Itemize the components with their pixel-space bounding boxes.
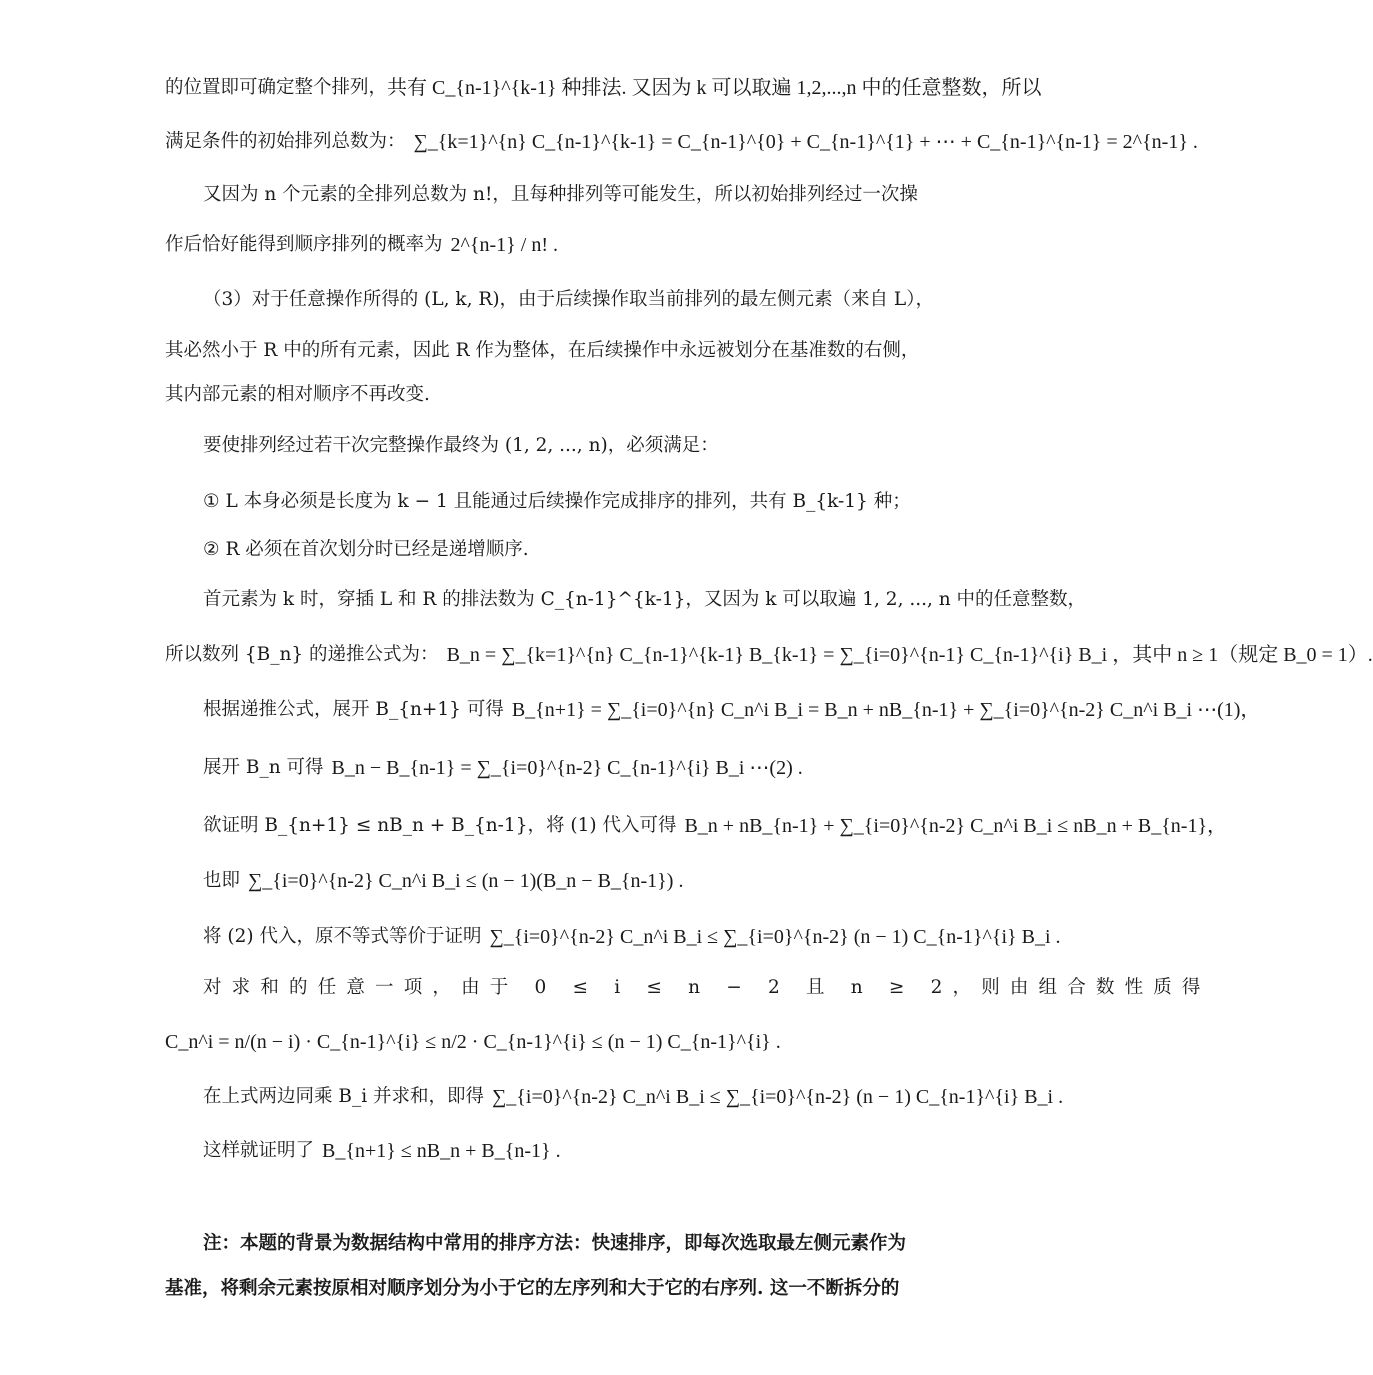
text-line-1: 的位置即可确定整个排列， 共有 C_{n-1}^{k-1} 种排法. 又因为 k 可以取遍 1,2,...,n 中的任意整数，所以: [165, 77, 1042, 99]
text-line-4: 作后恰好能得到顺序排列的概率为 2^{n-1} / n! .: [165, 234, 558, 256]
text-line-5: （3）对于任意操作所得的 (L, k, R)，由于后续操作取当前排列的最左侧元素（来自 L），: [203, 289, 934, 310]
text-line-13: 根据递推公式，展开 B_{n+1} 可得 B_{n+1} = ∑_{i=0}^{n} C_n^i B_i = B_n + nB_{n-1} + ∑_{i=0}^{n-2} C_n^i B_i ⋯(1)，: [203, 699, 1261, 721]
note-line-1: 注：本题的背景为数据结构中常用的排序方法：快速排序，即每次选取最左侧元素作为: [203, 1233, 907, 1254]
text-line-2: 满足条件的初始排列总数为： ∑_{k=1}^{n} C_{n-1}^{k-1} = C_{n-1}^{0} + C_{n-1}^{1} + ⋯ + C_{n-1}^{n-1} = 2^{n-1} .: [165, 131, 1198, 153]
text-line-11: 首元素为 k 时，穿插 L 和 R 的排法数为 C_{n-1}^{k-1}，又因为 k 可以取遍 1, 2, ..., n 中的任意整数，: [203, 589, 1087, 610]
text-line-6: 其必然小于 R 中的所有元素，因此 R 作为整体，在后续操作中永远被划分在基准数的右侧，: [165, 340, 920, 361]
text-line-12: 所以数列 {B_n} 的递推公式为： B_n = ∑_{k=1}^{n} C_{n-1}^{k-1} B_{k-1} = ∑_{i=0}^{n-1} C_{n-1}^{i} B_i ，其中 n ≥ 1（规定 B_0 = 1）.: [165, 644, 1373, 666]
text-line-3: 又因为 n 个元素的全排列总数为 n!，且每种排列等可能发生，所以初始排列经过一次操: [203, 184, 918, 205]
text-line-14: 展开 B_n 可得 B_n − B_{n-1} = ∑_{i=0}^{n-2} C_{n-1}^{i} B_i ⋯(2) .: [203, 757, 803, 779]
text-line-19: C_n^i = n/(n − i) · C_{n-1}^{i} ≤ n/2 · C_{n-1}^{i} ≤ (n − 1) C_{n-1}^{i} .: [165, 1031, 781, 1053]
text-line-16: 也即 ∑_{i=0}^{n-2} C_n^i B_i ≤ (n − 1)(B_n − B_{n-1}) .: [203, 870, 684, 892]
text-line-10: ② R 必须在首次划分时已经是递增顺序.: [203, 539, 529, 560]
text-line-15: 欲证明 B_{n+1} ≤ nB_n + B_{n-1}，将 (1) 代入可得 B_n + nB_{n-1} + ∑_{i=0}^{n-2} C_n^i B_i ≤ nB_n + B_{n-1}，: [203, 815, 1228, 837]
text-line-8: 要使排列经过若干次完整操作最终为 (1, 2, ..., n)，必须满足：: [203, 435, 719, 456]
text-line-21: 这样就证明了 B_{n+1} ≤ nB_n + B_{n-1} .: [203, 1140, 561, 1162]
text-line-9: ① L 本身必须是长度为 k − 1 且能通过后续操作完成排序的排列，共有 B_{k-1} 种；: [203, 491, 911, 512]
note-line-2: 基准，将剩余元素按原相对顺序划分为小于它的左序列和大于它的右序列. 这一不断拆分的: [165, 1278, 900, 1299]
text-line-17: 将 (2) 代入，原不等式等价于证明 ∑_{i=0}^{n-2} C_n^i B_i ≤ ∑_{i=0}^{n-2} (n − 1) C_{n-1}^{i} B_i .: [203, 926, 1061, 948]
text-line-7: 其内部元素的相对顺序不再改变.: [165, 384, 430, 405]
text-line-18: 对求和的任意一项，由于 0 ≤ i ≤ n − 2 且 n ≥ 2，则由组合数性质得: [203, 977, 1211, 998]
text-line-20: 在上式两边同乘 B_i 并求和，即得 ∑_{i=0}^{n-2} C_n^i B_i ≤ ∑_{i=0}^{n-2} (n − 1) C_{n-1}^{i} B_i .: [203, 1086, 1064, 1108]
